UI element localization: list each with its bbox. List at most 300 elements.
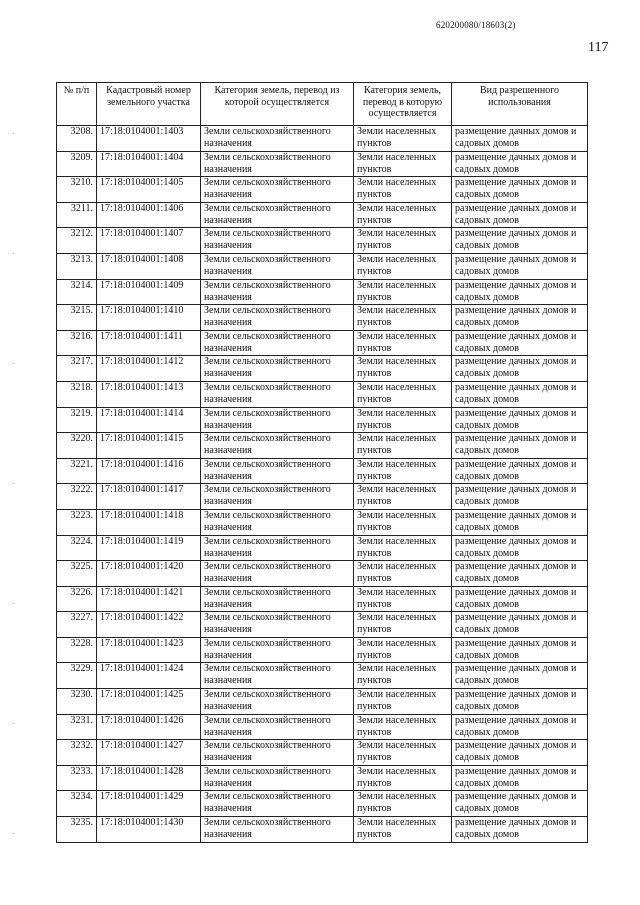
cadastral-number-text: 17:18:0104001:1428 xyxy=(100,765,184,777)
cadastral-number xyxy=(97,126,201,152)
to-category-text: Земли населенных xyxy=(357,177,437,189)
cadastral-number-text: 17:18:0104001:1430 xyxy=(100,817,184,829)
permitted-usage-text: размещение дачных домов и xyxy=(455,561,577,573)
permitted-usage xyxy=(452,151,588,177)
row-number-text: 3224. xyxy=(70,535,93,547)
row-number-text: 3221. xyxy=(70,458,93,470)
col-header-to-category: Категория земель, перевод в которую осуществляется xyxy=(354,83,452,126)
to-category-text: пунктов xyxy=(357,240,392,252)
to-category-text: Земли населенных xyxy=(357,586,437,598)
from-category-text: назначения xyxy=(204,368,252,380)
cadastral-number-text: 17:18:0104001:1419 xyxy=(100,535,184,547)
from-category-text: назначения xyxy=(204,521,252,533)
permitted-usage-text: садовых домов xyxy=(455,138,519,149)
permitted-usage-text: садовых домов xyxy=(455,829,519,841)
permitted-usage-text: садовых домов xyxy=(455,547,519,559)
from-category xyxy=(201,714,354,740)
permitted-usage-text: садовых домов xyxy=(455,368,519,380)
to-category xyxy=(354,305,452,331)
permitted-usage xyxy=(452,817,588,843)
to-category-text: Земли населенных xyxy=(357,126,437,137)
row-number xyxy=(57,765,97,791)
from-category-text: Земли сельскохозяйственного xyxy=(204,765,331,777)
row-number-text: 3232. xyxy=(70,740,93,752)
to-category-text: пунктов xyxy=(357,752,392,764)
row-number-text: 3215. xyxy=(70,305,93,317)
from-category xyxy=(201,279,354,305)
permitted-usage xyxy=(452,202,588,228)
from-category xyxy=(201,535,354,561)
binding-hole-mark: · xyxy=(12,250,15,258)
permitted-usage-text: садовых домов xyxy=(455,752,519,764)
to-category-text: пунктов xyxy=(357,291,392,303)
permitted-usage xyxy=(452,740,588,766)
permitted-usage xyxy=(452,484,588,510)
permitted-usage-text: садовых домов xyxy=(455,342,519,354)
to-category-text: пунктов xyxy=(357,624,392,636)
to-category xyxy=(354,177,452,203)
permitted-usage-text: садовых домов xyxy=(455,803,519,815)
row-number-text: 3234. xyxy=(70,791,93,803)
row-number-text: 3219. xyxy=(70,407,93,419)
to-category-text: Земли населенных xyxy=(357,228,437,240)
cadastral-number xyxy=(97,177,201,203)
from-category xyxy=(201,637,354,663)
permitted-usage-text: садовых домов xyxy=(455,317,519,329)
from-category xyxy=(201,458,354,484)
row-number-text: 3231. xyxy=(70,714,93,726)
from-category-text: Земли сельскохозяйственного xyxy=(204,151,331,163)
cadastral-number xyxy=(97,791,201,817)
row-number-text: 3209. xyxy=(70,151,93,163)
from-category-text: назначения xyxy=(204,675,252,687)
row-number-text: 3213. xyxy=(70,253,93,265)
permitted-usage-text: садовых домов xyxy=(455,419,519,431)
cadastral-number-text: 17:18:0104001:1405 xyxy=(100,177,184,189)
cadastral-number xyxy=(97,663,201,689)
from-category-text: назначения xyxy=(204,240,252,252)
to-category xyxy=(354,765,452,791)
from-category-text: Земли сельскохозяйственного xyxy=(204,305,331,317)
permitted-usage-text: садовых домов xyxy=(455,573,519,585)
permitted-usage-text: размещение дачных домов и xyxy=(455,330,577,342)
permitted-usage-text: размещение дачных домов и xyxy=(455,356,577,368)
permitted-usage xyxy=(452,637,588,663)
cadastral-number xyxy=(97,305,201,331)
permitted-usage xyxy=(452,663,588,689)
row-number xyxy=(57,561,97,587)
permitted-usage-text: размещение дачных домов и xyxy=(455,407,577,419)
col-header-from-category: Категория земель, перевод из которой осуществляется xyxy=(201,83,354,126)
to-category-text: пунктов xyxy=(357,701,392,713)
cadastral-number-text: 17:18:0104001:1409 xyxy=(100,279,184,291)
table-row xyxy=(57,381,588,407)
cadastral-number xyxy=(97,228,201,254)
row-number xyxy=(57,817,97,843)
cadastral-number-text: 17:18:0104001:1429 xyxy=(100,791,184,803)
to-category-text: Земли населенных xyxy=(357,381,437,393)
cadastral-number-text: 17:18:0104001:1422 xyxy=(100,612,184,624)
permitted-usage-text: размещение дачных домов и xyxy=(455,305,577,317)
table-row xyxy=(57,740,588,766)
table-row xyxy=(57,253,588,279)
permitted-usage-text: размещение дачных домов и xyxy=(455,126,577,137)
cadastral-number xyxy=(97,356,201,382)
row-number-text: 3230. xyxy=(70,689,93,701)
from-category-text: Земли сельскохозяйственного xyxy=(204,714,331,726)
from-category xyxy=(201,330,354,356)
to-category-text: Земли населенных xyxy=(357,535,437,547)
to-category xyxy=(354,740,452,766)
from-category-text: назначения xyxy=(204,701,252,713)
from-category-text: Земли сельскохозяйственного xyxy=(204,228,331,240)
cadastral-number xyxy=(97,740,201,766)
cadastral-number xyxy=(97,612,201,638)
cadastral-number-text: 17:18:0104001:1412 xyxy=(100,356,184,368)
permitted-usage-text: размещение дачных домов и xyxy=(455,484,577,496)
cadastral-number xyxy=(97,637,201,663)
from-category-text: Земли сельскохозяйственного xyxy=(204,458,331,470)
row-number-text: 3229. xyxy=(70,663,93,675)
to-category-text: пунктов xyxy=(357,368,392,380)
row-number xyxy=(57,663,97,689)
to-category xyxy=(354,535,452,561)
to-category-text: Земли населенных xyxy=(357,791,437,803)
from-category-text: назначения xyxy=(204,803,252,815)
from-category-text: назначения xyxy=(204,752,252,764)
to-category-text: пунктов xyxy=(357,214,392,226)
to-category-text: пунктов xyxy=(357,393,392,405)
cadastral-number-text: 17:18:0104001:1417 xyxy=(100,484,184,496)
to-category-text: Земли населенных xyxy=(357,356,437,368)
from-category-text: Земли сельскохозяйственного xyxy=(204,330,331,342)
cadastral-number-text: 17:18:0104001:1408 xyxy=(100,253,184,265)
to-category xyxy=(354,663,452,689)
from-category-text: Земли сельскохозяйственного xyxy=(204,433,331,445)
binding-hole-mark: · xyxy=(12,830,15,838)
to-category-text: пунктов xyxy=(357,598,392,610)
permitted-usage xyxy=(452,535,588,561)
from-category xyxy=(201,305,354,331)
row-number xyxy=(57,202,97,228)
cadastral-number xyxy=(97,253,201,279)
table-row xyxy=(57,663,588,689)
from-category xyxy=(201,561,354,587)
to-category xyxy=(354,330,452,356)
to-category xyxy=(354,433,452,459)
to-category xyxy=(354,356,452,382)
to-category xyxy=(354,458,452,484)
permitted-usage-text: размещение дачных домов и xyxy=(455,791,577,803)
table-header-row xyxy=(57,83,588,126)
permitted-usage xyxy=(452,228,588,254)
to-category xyxy=(354,484,452,510)
to-category-text: пунктов xyxy=(357,521,392,533)
to-category-text: пунктов xyxy=(357,265,392,277)
permitted-usage xyxy=(452,714,588,740)
to-category-text: пунктов xyxy=(357,726,392,738)
to-category-text: пунктов xyxy=(357,138,392,149)
page-number: 117 xyxy=(588,40,609,55)
permitted-usage-text: размещение дачных домов и xyxy=(455,689,577,701)
table-row xyxy=(57,228,588,254)
to-category-text: Земли населенных xyxy=(357,458,437,470)
permitted-usage-text: размещение дачных домов и xyxy=(455,740,577,752)
row-number-text: 3220. xyxy=(70,433,93,445)
from-category xyxy=(201,484,354,510)
table-row xyxy=(57,458,588,484)
cadastral-number-text: 17:18:0104001:1424 xyxy=(100,663,184,675)
binding-hole-mark: · xyxy=(12,360,15,368)
table-row xyxy=(57,612,588,638)
to-category-text: пунктов xyxy=(357,470,392,482)
row-number xyxy=(57,177,97,203)
permitted-usage xyxy=(452,253,588,279)
from-category xyxy=(201,356,354,382)
cadastral-number-text: 17:18:0104001:1406 xyxy=(100,202,184,214)
permitted-usage-text: размещение дачных домов и xyxy=(455,433,577,445)
from-category-text: назначения xyxy=(204,265,252,277)
to-category-text: пунктов xyxy=(357,573,392,585)
from-category-text: Земли сельскохозяйственного xyxy=(204,126,331,137)
permitted-usage-text: размещение дачных домов и xyxy=(455,381,577,393)
permitted-usage xyxy=(452,791,588,817)
permitted-usage-text: размещение дачных домов и xyxy=(455,177,577,189)
table-row xyxy=(57,791,588,817)
from-category-text: Земли сельскохозяйственного xyxy=(204,663,331,675)
from-category xyxy=(201,381,354,407)
from-category-text: назначения xyxy=(204,138,252,149)
binding-hole-mark: · xyxy=(12,130,15,138)
table-row xyxy=(57,330,588,356)
from-category-text: Земли сельскохозяйственного xyxy=(204,561,331,573)
row-number xyxy=(57,612,97,638)
permitted-usage-text: размещение дачных домов и xyxy=(455,612,577,624)
permitted-usage-text: садовых домов xyxy=(455,240,519,252)
permitted-usage-text: размещение дачных домов и xyxy=(455,765,577,777)
row-number xyxy=(57,586,97,612)
from-category-text: Земли сельскохозяйственного xyxy=(204,381,331,393)
row-number xyxy=(57,305,97,331)
cadastral-number xyxy=(97,714,201,740)
to-category xyxy=(354,509,452,535)
permitted-usage-text: садовых домов xyxy=(455,726,519,738)
binding-hole-mark: · xyxy=(12,600,15,608)
cadastral-number xyxy=(97,458,201,484)
row-number-text: 3225. xyxy=(70,561,93,573)
cadastral-number-text: 17:18:0104001:1404 xyxy=(100,151,184,163)
to-category-text: Земли населенных xyxy=(357,817,437,829)
from-category xyxy=(201,740,354,766)
row-number-text: 3208. xyxy=(70,126,93,137)
to-category xyxy=(354,202,452,228)
to-category-text: Земли населенных xyxy=(357,279,437,291)
permitted-usage-text: размещение дачных домов и xyxy=(455,535,577,547)
from-category-text: назначения xyxy=(204,624,252,636)
from-category-text: назначения xyxy=(204,470,252,482)
permitted-usage xyxy=(452,381,588,407)
from-category-text: Земли сельскохозяйственного xyxy=(204,484,331,496)
from-category xyxy=(201,433,354,459)
row-number-text: 3235. xyxy=(70,817,93,829)
permitted-usage xyxy=(452,586,588,612)
from-category-text: Земли сельскохозяйственного xyxy=(204,253,331,265)
permitted-usage-text: садовых домов xyxy=(455,214,519,226)
binding-hole-mark: · xyxy=(12,480,15,488)
permitted-usage xyxy=(452,356,588,382)
table-row xyxy=(57,535,588,561)
row-number xyxy=(57,381,97,407)
row-number-text: 3227. xyxy=(70,612,93,624)
binding-margin xyxy=(12,0,32,905)
from-category xyxy=(201,177,354,203)
cadastral-number xyxy=(97,561,201,587)
permitted-usage xyxy=(452,330,588,356)
permitted-usage xyxy=(452,458,588,484)
to-category-text: Земли населенных xyxy=(357,561,437,573)
row-number-text: 3226. xyxy=(70,586,93,598)
permitted-usage-text: размещение дачных домов и xyxy=(455,151,577,163)
cadastral-number xyxy=(97,817,201,843)
table-row xyxy=(57,586,588,612)
row-number xyxy=(57,126,97,152)
table-row xyxy=(57,202,588,228)
table-row xyxy=(57,714,588,740)
to-category-text: пунктов xyxy=(357,496,392,508)
to-category-text: Земли населенных xyxy=(357,433,437,445)
to-category-text: Земли населенных xyxy=(357,714,437,726)
permitted-usage-text: садовых домов xyxy=(455,445,519,457)
permitted-usage-text: размещение дачных домов и xyxy=(455,228,577,240)
from-category-text: назначения xyxy=(204,189,252,201)
cadastral-number-text: 17:18:0104001:1415 xyxy=(100,433,184,445)
cadastral-number-text: 17:18:0104001:1410 xyxy=(100,305,184,317)
from-category-text: назначения xyxy=(204,777,252,789)
to-category-text: Земли населенных xyxy=(357,151,437,163)
to-category xyxy=(354,689,452,715)
permitted-usage xyxy=(452,305,588,331)
row-number xyxy=(57,458,97,484)
from-category-text: Земли сельскохозяйственного xyxy=(204,177,331,189)
permitted-usage-text: садовых домов xyxy=(455,496,519,508)
table-row xyxy=(57,509,588,535)
from-category-text: назначения xyxy=(204,445,252,457)
row-number-text: 3218. xyxy=(70,381,93,393)
to-category-text: Земли населенных xyxy=(357,509,437,521)
row-number-text: 3222. xyxy=(70,484,93,496)
cadastral-number xyxy=(97,586,201,612)
to-category-text: Земли населенных xyxy=(357,612,437,624)
to-category xyxy=(354,279,452,305)
to-category-text: Земли населенных xyxy=(357,484,437,496)
document-number: 620200080/18603(2) xyxy=(436,20,516,30)
table-row xyxy=(57,279,588,305)
from-category xyxy=(201,151,354,177)
row-number xyxy=(57,356,97,382)
from-category xyxy=(201,765,354,791)
to-category-text: Земли населенных xyxy=(357,253,437,265)
table-row xyxy=(57,126,588,152)
to-category-text: Земли населенных xyxy=(357,637,437,649)
permitted-usage-text: размещение дачных домов и xyxy=(455,509,577,521)
table-row xyxy=(57,177,588,203)
to-category-text: пунктов xyxy=(357,163,392,175)
permitted-usage xyxy=(452,126,588,152)
to-category xyxy=(354,791,452,817)
to-category-text: Земли населенных xyxy=(357,202,437,214)
permitted-usage xyxy=(452,279,588,305)
to-category-text: Земли населенных xyxy=(357,689,437,701)
from-category-text: Земли сельскохозяйственного xyxy=(204,791,331,803)
from-category-text: назначения xyxy=(204,649,252,661)
cadastral-number xyxy=(97,433,201,459)
cadastral-number xyxy=(97,202,201,228)
permitted-usage-text: размещение дачных домов и xyxy=(455,637,577,649)
cadastral-number-text: 17:18:0104001:1413 xyxy=(100,381,184,393)
permitted-usage-text: садовых домов xyxy=(455,265,519,277)
from-category-text: Земли сельскохозяйственного xyxy=(204,356,331,368)
table-row xyxy=(57,637,588,663)
from-category-text: назначения xyxy=(204,291,252,303)
from-category-text: Земли сельскохозяйственного xyxy=(204,740,331,752)
permitted-usage-text: садовых домов xyxy=(455,598,519,610)
from-category xyxy=(201,407,354,433)
from-category-text: Земли сельскохозяйственного xyxy=(204,689,331,701)
permitted-usage-text: садовых домов xyxy=(455,777,519,789)
from-category xyxy=(201,126,354,152)
permitted-usage-text: садовых домов xyxy=(455,675,519,687)
row-number xyxy=(57,637,97,663)
from-category-text: Земли сельскохозяйственного xyxy=(204,407,331,419)
from-category-text: назначения xyxy=(204,598,252,610)
permitted-usage xyxy=(452,765,588,791)
col-header-cadastral: Кадастровый номер земельного участка xyxy=(97,83,201,126)
permitted-usage-text: размещение дачных домов и xyxy=(455,817,577,829)
permitted-usage-text: садовых домов xyxy=(455,624,519,636)
to-category-text: пунктов xyxy=(357,445,392,457)
from-category-text: Земли сельскохозяйственного xyxy=(204,637,331,649)
to-category-text: пунктов xyxy=(357,675,392,687)
to-category xyxy=(354,228,452,254)
permitted-usage-text: садовых домов xyxy=(455,470,519,482)
from-category xyxy=(201,586,354,612)
from-category-text: Земли сельскохозяйственного xyxy=(204,612,331,624)
from-category xyxy=(201,228,354,254)
permitted-usage-text: размещение дачных домов и xyxy=(455,714,577,726)
to-category xyxy=(354,637,452,663)
to-category xyxy=(354,151,452,177)
cadastral-number xyxy=(97,407,201,433)
col-header-usage: Вид разрешенного использования xyxy=(452,83,588,126)
row-number xyxy=(57,330,97,356)
permitted-usage xyxy=(452,433,588,459)
cadastral-number-text: 17:18:0104001:1426 xyxy=(100,714,184,726)
permitted-usage xyxy=(452,407,588,433)
permitted-usage-text: размещение дачных домов и xyxy=(455,253,577,265)
to-category xyxy=(354,586,452,612)
cadastral-number-text: 17:18:0104001:1418 xyxy=(100,509,184,521)
to-category-text: пунктов xyxy=(357,829,392,841)
permitted-usage-text: садовых домов xyxy=(455,521,519,533)
from-category-text: Земли сельскохозяйственного xyxy=(204,509,331,521)
from-category xyxy=(201,791,354,817)
cadastral-number xyxy=(97,279,201,305)
table-row xyxy=(57,356,588,382)
permitted-usage xyxy=(452,177,588,203)
cadastral-number xyxy=(97,765,201,791)
table-row xyxy=(57,151,588,177)
cadastral-number xyxy=(97,535,201,561)
